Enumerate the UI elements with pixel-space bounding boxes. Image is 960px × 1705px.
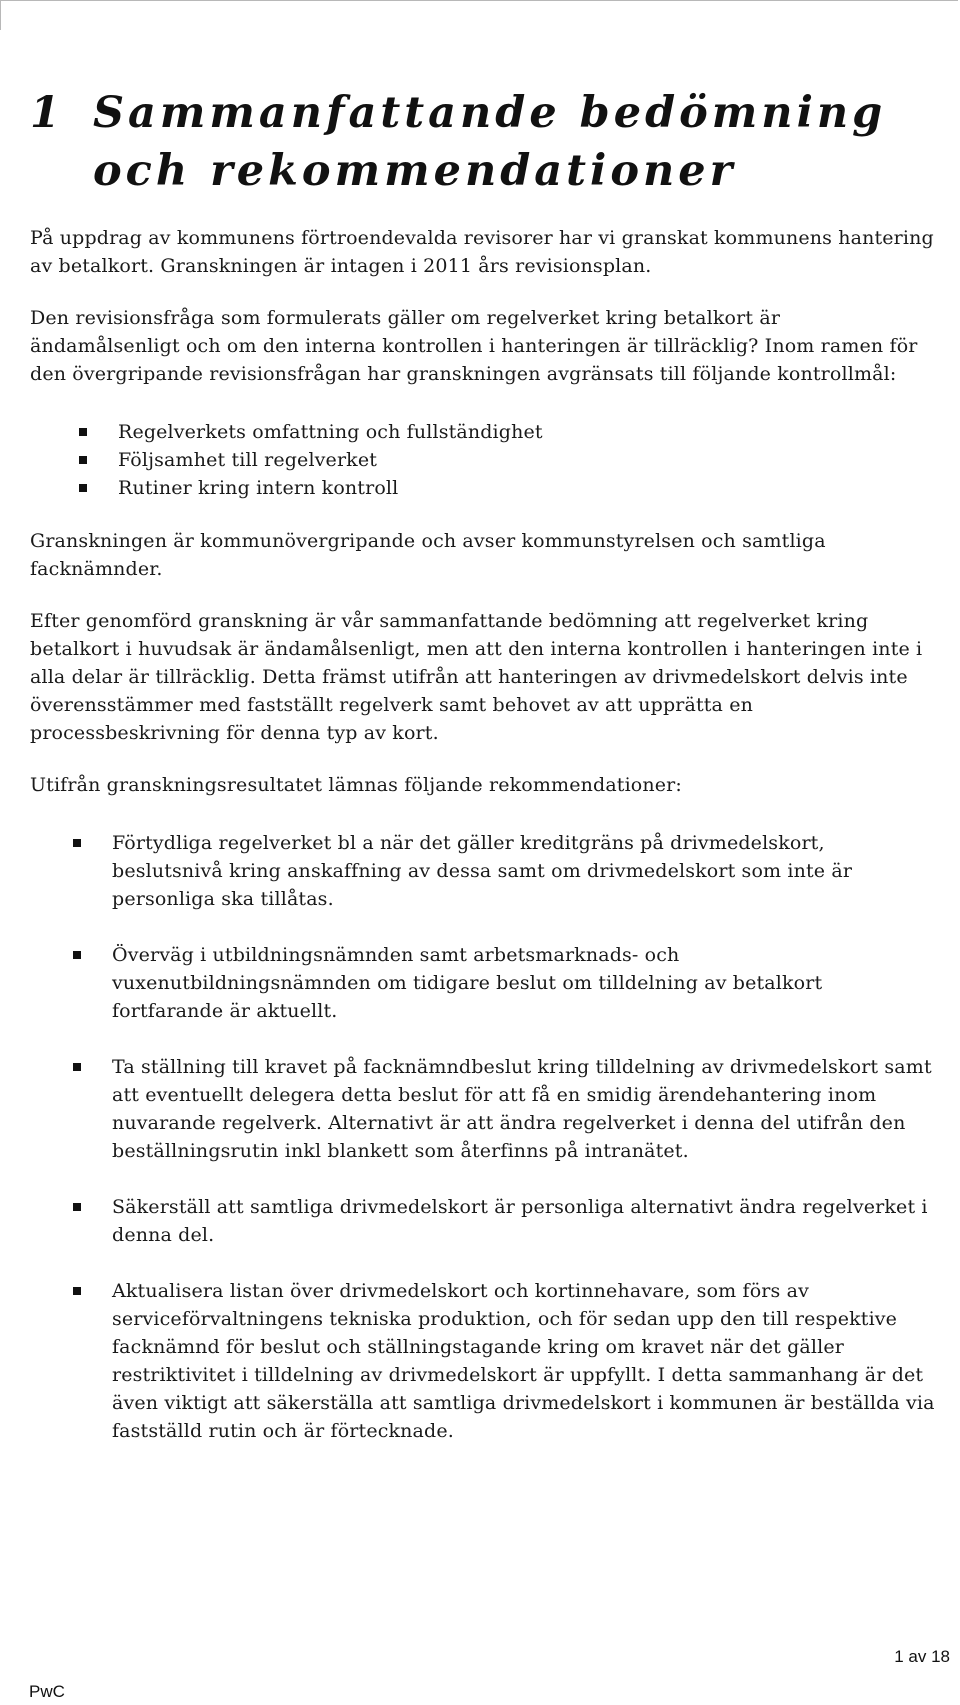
list-item-text: Säkerställ att samtliga drivmedelskort är personliga alternativt ändra regelverket i denna del. <box>112 1196 928 1246</box>
list-item-text: Överväg i utbildningsnämnden samt arbetsmarknads- och vuxenutbildningsnämnden om tidigare beslut om tilldelning av betalkort fortfarande är aktuellt. <box>112 944 823 1022</box>
list-item-text: Ta ställning till kravet på facknämndbeslut kring tilldelning av drivmedelskort samt att eventuellt delegera detta beslut för att få en smidig ärendehantering inom nuvarande regelverk. Alternativt är att ändra regelverket i denna del utifrån den beställningsrutin inkl blankett som återfinns på intranätet. <box>112 1056 932 1162</box>
square-bullet-icon <box>73 1063 81 1071</box>
page-indicator: 1 av 18 <box>894 1647 950 1666</box>
list-item-text: Rutiner kring intern kontroll <box>118 477 399 499</box>
square-bullet-icon <box>79 428 87 436</box>
list-item <box>30 941 935 1025</box>
square-bullet-icon <box>73 1203 81 1211</box>
brand-footer: PwC <box>29 1682 65 1701</box>
recommendations-list <box>30 829 935 1445</box>
list-item <box>30 1193 935 1249</box>
square-bullet-icon <box>73 839 81 847</box>
section-title: Sammanfattande bedömning och rekommendationer <box>93 88 887 196</box>
page-corner-rule-top <box>0 0 958 1</box>
document-body <box>30 224 935 1473</box>
scope-paragraph: Granskningen är kommunövergripande och avser kommunstyrelsen och samtliga facknämnder. <box>30 530 826 580</box>
list-item-text: Aktualisera listan över drivmedelskort och kortinnehavare, som förs av serviceförvaltningens tekniska produktion, och för sedan upp den till respektive facknämnd för beslut och ställningstagande kring om kravet när det gäller restriktivitet i tilldelning av drivmedelskort är uppfyllt. I detta sammanhang är det även viktigt att säkerställa att samtliga drivmedelskort i kommunen är beställda via fastställd rutin och är förtecknade. <box>112 1280 935 1442</box>
list-item-text: Regelverkets omfattning och fullständighet <box>118 421 543 443</box>
list-item <box>30 474 935 502</box>
square-bullet-icon <box>79 484 87 492</box>
intro-paragraph: På uppdrag av kommunens förtroendevalda revisorer har vi granskat kommunens hantering av betalkort. Granskningen är intagen i 2011 års revisionsplan. <box>30 227 934 277</box>
section-number: 1 <box>30 88 64 138</box>
square-bullet-icon <box>79 456 87 464</box>
list-item <box>30 1053 935 1165</box>
square-bullet-icon <box>73 951 81 959</box>
list-item <box>30 446 935 474</box>
list-item-text: Följsamhet till regelverket <box>118 449 378 471</box>
list-item <box>30 1277 935 1445</box>
list-item <box>30 418 935 446</box>
list-item-text: Förtydliga regelverket bl a när det gäller kreditgräns på drivmedelskort, beslutsnivå kring anskaffning av dessa samt om drivmedelskort som inte är personliga ska tillåtas. <box>112 832 853 910</box>
list-item <box>30 829 935 913</box>
assessment-paragraph: Efter genomförd granskning är vår sammanfattande bedömning att regelverket kring betalkort i huvudsak är ändamålsenligt, men att den interna kontrollen i hanteringen inte i alla delar är tillräcklig. Detta främst utifrån att hanteringen av drivmedelskort delvis inte överensstämmer med fastställt regelverk samt behovet av att upprätta en processbeskrivning för denna typ av kort. <box>30 610 923 744</box>
square-bullet-icon <box>73 1287 81 1295</box>
recommendations-intro: Utifrån granskningsresultatet lämnas följande rekommendationer: <box>30 774 682 796</box>
page-corner-rule-left <box>0 0 1 30</box>
control-objectives-list <box>30 418 935 502</box>
revision-question-paragraph: Den revisionsfråga som formulerats gäller om regelverket kring betalkort är ändamålsenligt och om den interna kontrollen i hanteringen är tillräcklig? Inom ramen för den övergripande revisionsfrågan har granskningen avgränsats till följande kontrollmål: <box>30 307 918 385</box>
